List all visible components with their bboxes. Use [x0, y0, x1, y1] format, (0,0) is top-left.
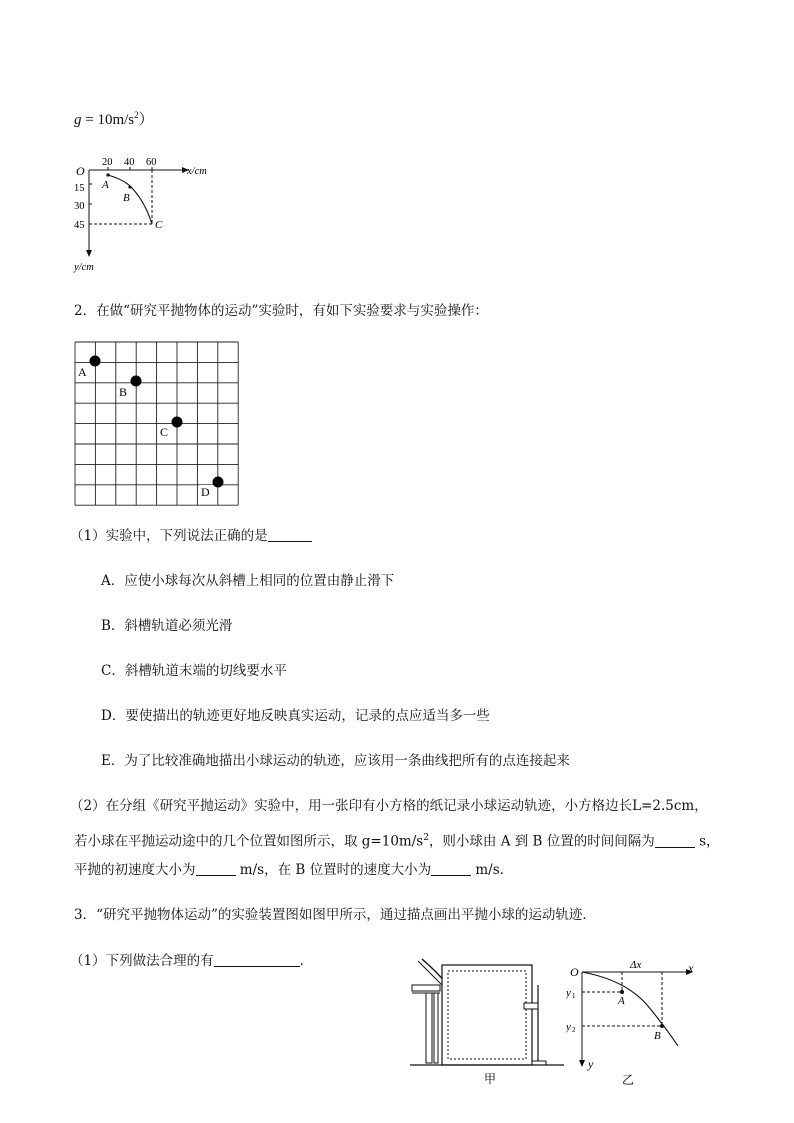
q2-option-e: E．为了比较准确地描出小球运动的轨迹，应该用一条曲线把所有的点连接起来: [101, 753, 570, 769]
initial-speed-blank[interactable]: [196, 861, 236, 876]
closing-paren: ）: [138, 112, 154, 128]
gravity-value: = 10m/s: [81, 112, 135, 128]
q2-sub2-line2-b: ，则小球由 A 到 B 位置的时间间隔为: [428, 833, 655, 850]
table-top: [412, 985, 440, 991]
q2-option-a: A．应使小球每次从斜槽上相同的位置由静止滑下: [101, 573, 395, 589]
yi-point-a: A: [618, 995, 625, 1007]
q3-stem: 3．“研究平抛物体运动”的实验装置图如图甲所示，通过描点画出平抛小球的运动轨迹．: [74, 907, 596, 923]
q2-sub1-blank[interactable]: [268, 527, 312, 542]
q2-sub2-line3: [74, 861, 504, 879]
point-c-label: C: [155, 219, 163, 231]
point-a-dot: [106, 173, 109, 176]
point-b-dot: [128, 185, 131, 188]
x-axis-label: x/cm: [187, 166, 207, 177]
q2-sub1: [70, 527, 312, 545]
y-axis-label: y/cm: [74, 262, 94, 273]
q3-sub1-blank[interactable]: [214, 952, 300, 967]
grid-label-d: D: [201, 485, 210, 499]
q2-sub2-exp: 2: [423, 833, 429, 843]
gravity-formula: [74, 108, 154, 129]
y-tick-30: 30: [74, 201, 85, 212]
trajectory-curve: [108, 175, 152, 224]
yi-origin: O: [570, 965, 579, 979]
q3-sub1-end: ．: [299, 953, 314, 969]
q3-sub1-text: （1）下列做法合理的有: [70, 953, 214, 969]
yi-point-a-dot: [620, 990, 624, 994]
gravity-exponent: 2: [134, 110, 139, 120]
q2-stem: 2．在做“研究平抛物体的运动”实验时，有如下实验要求与实验操作：: [74, 303, 488, 319]
trajectory-figure: [70, 150, 230, 280]
grid-label-a: A: [78, 365, 87, 379]
q2-option-c: C．斜槽轨道末端的切线要水平: [101, 663, 287, 679]
q2-sub2-line3-b: m/s，在 B 位置时的速度大小为: [235, 862, 432, 878]
yi-caption: 乙: [622, 1073, 635, 1087]
yi-point-b-dot: [660, 1024, 664, 1028]
yi-y1: y: [566, 987, 571, 999]
grid-label-c: C: [160, 425, 169, 439]
speed-unit: m/s.: [471, 862, 504, 878]
q2-sub2-line2-a: 若小球在平抛运动途中的几个位置如图所示，取 g=10m/s: [74, 833, 424, 850]
grid-figure: [74, 341, 244, 507]
yi-y2-sub: 2: [572, 1026, 576, 1034]
grid-point-a: [90, 356, 101, 367]
trajectory-diagram-yi: [566, 960, 706, 1090]
time-unit: s，: [694, 833, 720, 850]
b-speed-blank[interactable]: [431, 861, 471, 876]
time-interval-blank[interactable]: [655, 833, 695, 848]
q2-sub2-line3-a: 平抛的初速度大小为: [74, 862, 196, 878]
grid-point-c: [172, 417, 183, 428]
yi-y2: y: [566, 1021, 571, 1033]
yi-delta-x: Δx: [630, 960, 642, 971]
origin-label: O: [76, 164, 85, 178]
yi-x-axis: x: [688, 961, 694, 975]
yi-point-b: B: [654, 1030, 661, 1042]
board-frame: [442, 965, 532, 1065]
x-tick-60: 60: [146, 157, 157, 168]
g-variable: g: [74, 112, 82, 128]
q2-option-d: D．要使描出的轨迹更好地反映真实运动，记录的点应适当多一些: [101, 708, 490, 724]
table-leg: [426, 993, 432, 1063]
grid-point-b: [131, 376, 142, 387]
q3-sub1: [70, 952, 313, 970]
q2-option-b: B．斜槽轨道必须光滑: [101, 618, 233, 634]
yi-y-axis: y: [588, 1057, 594, 1071]
point-b-label: B: [123, 192, 130, 204]
x-tick-40: 40: [124, 157, 135, 168]
y-tick-15: 15: [74, 183, 85, 194]
clamp-icon: [524, 1003, 538, 1009]
apparatus-figure: [408, 955, 566, 1091]
yi-y1-sub: 1: [572, 992, 576, 1000]
point-a-label: A: [102, 179, 109, 191]
grid-point-d: [213, 477, 224, 488]
q2-sub2-line2: [74, 829, 720, 851]
y-tick-45: 45: [74, 220, 85, 231]
x-tick-20: 20: [102, 157, 113, 168]
grid-label-b: B: [119, 385, 128, 399]
y-axis-arrow: [86, 250, 92, 257]
q2-sub1-text: （1）实验中，下列说法正确的是: [70, 528, 268, 544]
q2-sub2-line1: （2）在分组《研究平抛运动》实验中，用一张印有小方格的纸记录小球运动轨迹，小方格边长L=2.5cm，: [70, 798, 708, 814]
fig-jia-caption: 甲: [484, 1072, 497, 1086]
yi-curve: [582, 972, 678, 1046]
